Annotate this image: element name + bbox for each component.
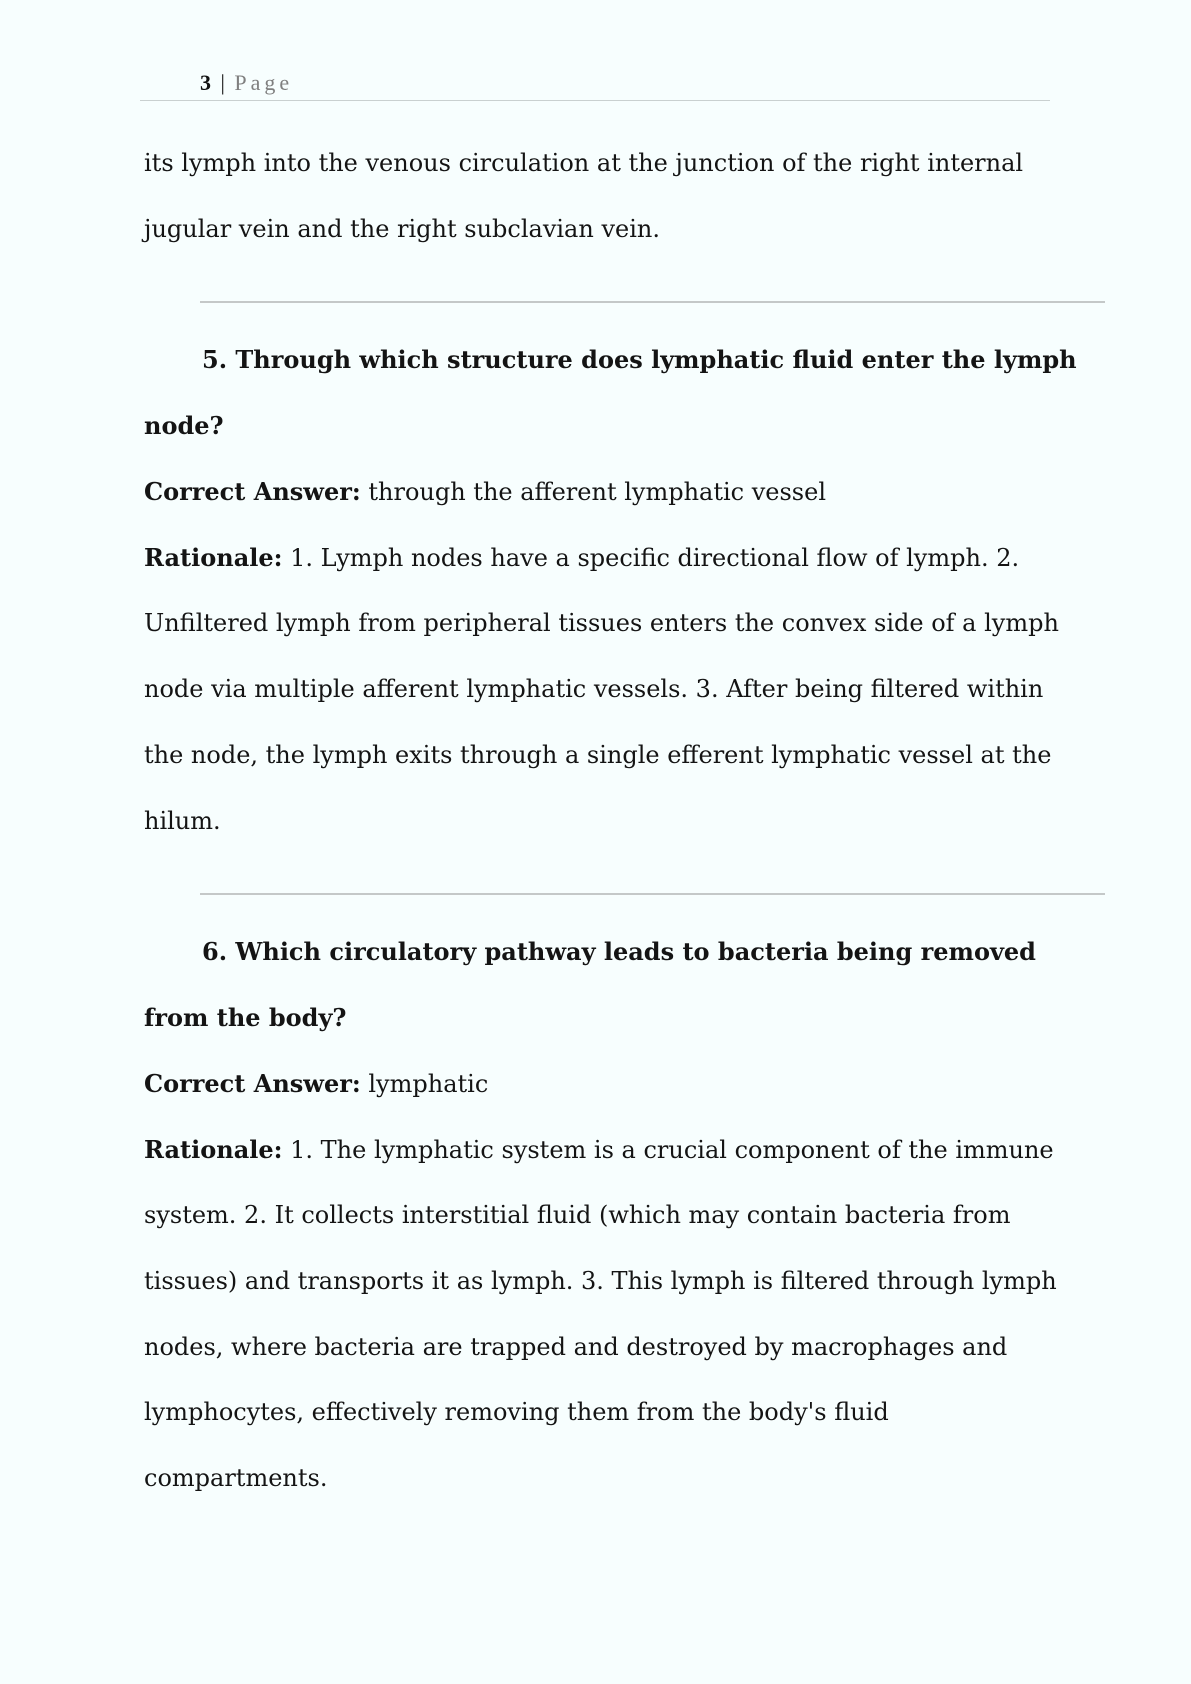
rationale-line: lymphocytes, effectively removing them from the body's fluid (144, 1398, 889, 1426)
question-title: 6. Which circulatory pathway leads to bacteria being removed (202, 937, 1036, 966)
rationale-line: Unfiltered lymph from peripheral tissues enters the convex side of a lymph (144, 609, 1059, 637)
rationale-text: 1. Lymph nodes have a specific directional flow of lymph. 2. (282, 544, 1020, 572)
rationale-text: 1. The lymphatic system is a crucial component of the immune (282, 1136, 1054, 1164)
rationale-line: system. 2. It collects interstitial fluid (which may contain bacteria from (144, 1201, 1011, 1229)
header-divider (140, 100, 1050, 101)
rationale-line: the node, the lymph exits through a single efferent lymphatic vessel at the (144, 741, 1052, 769)
page-label: Page (234, 70, 294, 95)
rationale-line: hilum. (144, 807, 221, 835)
rationale-line: node via multiple afferent lymphatic vessels. 3. After being filtered within (144, 675, 1044, 703)
rationale-line (144, 543, 1019, 573)
header-separator: | (220, 70, 225, 95)
section-divider (200, 301, 1105, 303)
correct-answer (144, 477, 826, 507)
question-title: from the body? (144, 1003, 347, 1032)
rationale-line: compartments. (144, 1464, 328, 1492)
page-header (200, 70, 293, 96)
intro-line: jugular vein and the right subclavian vein. (144, 215, 660, 243)
rationale-label: Rationale: (144, 543, 283, 572)
rationale-line: nodes, where bacteria are trapped and destroyed by macrophages and (144, 1333, 1008, 1361)
rationale-label: Rationale: (144, 1135, 283, 1164)
question-title: node? (144, 411, 224, 440)
rationale-line (144, 1135, 1054, 1165)
answer-label: Correct Answer: (144, 477, 361, 506)
page-number: 3 (200, 70, 211, 95)
answer-text: through the afferent lymphatic vessel (360, 478, 826, 506)
question-title: 5. Through which structure does lymphatic fluid enter the lymph (202, 345, 1077, 374)
rationale-line: tissues) and transports it as lymph. 3. This lymph is filtered through lymph (144, 1267, 1057, 1295)
section-divider (200, 893, 1105, 895)
answer-label: Correct Answer: (144, 1069, 361, 1098)
answer-text: lymphatic (360, 1070, 489, 1098)
intro-line: its lymph into the venous circulation at the junction of the right internal (144, 149, 1024, 177)
correct-answer (144, 1069, 488, 1099)
